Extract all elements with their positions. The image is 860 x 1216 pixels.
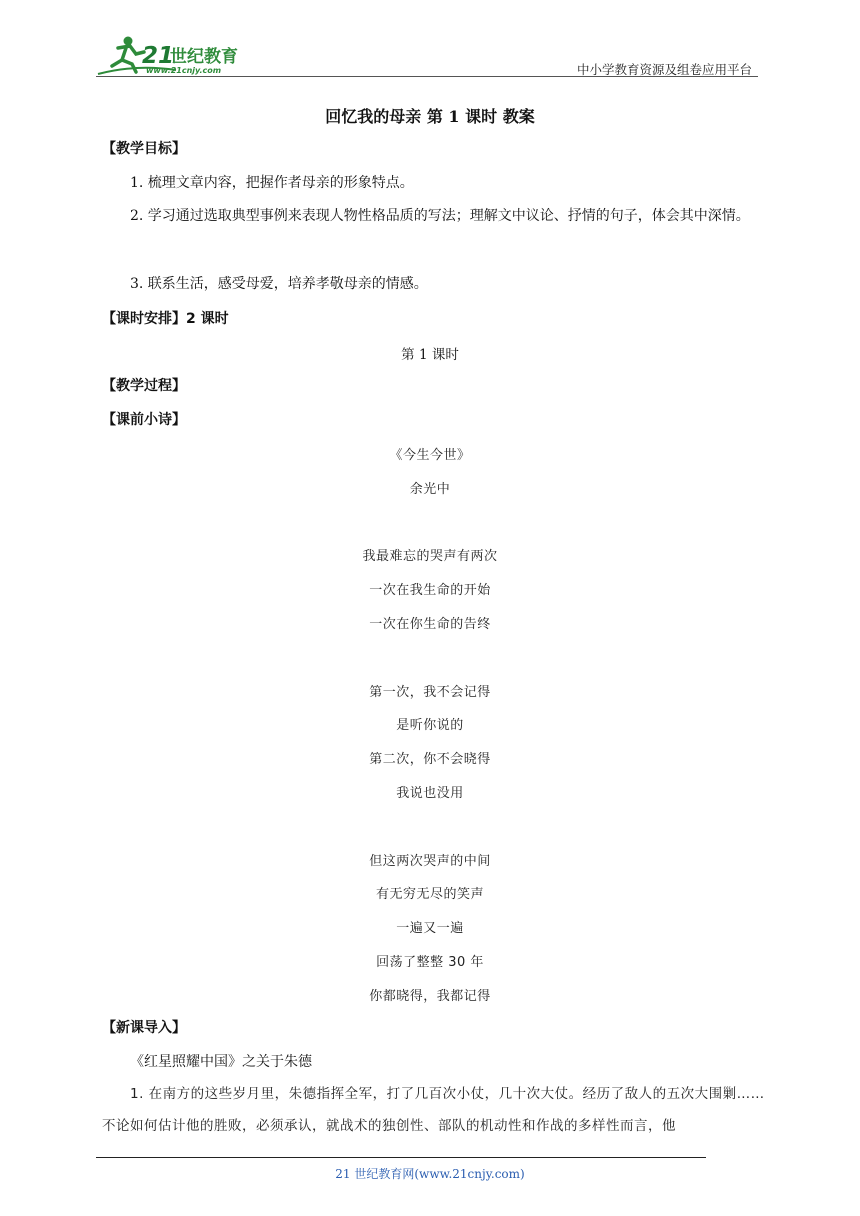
- poem-line: 一次在我生命的开始: [369, 583, 491, 598]
- logo-text: 世纪教育: [170, 47, 238, 67]
- logo-url: www.21cnjy.com: [146, 66, 222, 75]
- goal-item-1: 1. 梳理文章内容，把握作者母亲的形象特点。: [130, 175, 414, 191]
- poem-line: 一遍又一遍: [396, 921, 464, 936]
- site-logo[interactable]: [96, 34, 266, 78]
- intro-source: 《红星照耀中国》之关于朱德: [130, 1054, 312, 1070]
- poem-heading: 【课前小诗】: [102, 412, 186, 428]
- page-header: [96, 30, 758, 78]
- svg-text:21: 21: [142, 43, 175, 69]
- poem-line: 第二次，你不会晓得: [369, 752, 491, 767]
- header-divider: [96, 76, 758, 77]
- intro-heading: 【新课导入】: [102, 1020, 186, 1036]
- poem-author: 余光中: [409, 482, 451, 497]
- header-platform-name: 中小学教育资源及组卷应用平台: [576, 62, 752, 77]
- schedule-heading: 【课时安排】2 课时: [102, 311, 229, 327]
- poem-line: 我最难忘的哭声有两次: [362, 549, 498, 564]
- poem-title: 《今生今世》: [389, 448, 471, 463]
- poem-line: 第一次，我不会记得: [369, 685, 491, 700]
- poem-line: 有无穷无尽的笑声: [375, 887, 484, 902]
- goal-item-2: 2. 学习通过选取典型事例来表现人物性格品质的写法；理解文中议论、抒情的句子，体会其中深情。: [130, 208, 750, 224]
- lesson-label: 第 1 课时: [401, 347, 459, 363]
- goals-heading: 【教学目标】: [102, 141, 186, 157]
- footer-divider: [96, 1157, 706, 1158]
- poem-line: 一次在你生命的告终: [369, 617, 491, 632]
- document-title: 回忆我的母亲 第 1 课时 教案: [325, 107, 535, 126]
- process-heading: 【教学过程】: [102, 378, 186, 394]
- poem-line: 你都晓得，我都记得: [369, 989, 491, 1004]
- poem-line: 回荡了整整 30 年: [376, 955, 484, 970]
- footer-link[interactable]: 21 世纪教育网(www.21cnjy.com): [335, 1167, 525, 1181]
- poem-line: 我说也没用: [396, 786, 464, 801]
- poem-line: 但这两次哭声的中间: [369, 854, 491, 869]
- poem-line: 是听你说的: [396, 718, 464, 733]
- goal-item-3: 3. 联系生活，感受母爱，培养孝敬母亲的情感。: [130, 276, 428, 292]
- intro-paragraph: 1. 在南方的这些岁月里，朱德指挥全军，打了几百次小仗，几十次大仗。经历了敌人的五次大围剿……不论如何估计他的胜败，必须承认，就战术的独创性、部队的机动性和作战的多样性而言，他: [102, 1086, 765, 1134]
